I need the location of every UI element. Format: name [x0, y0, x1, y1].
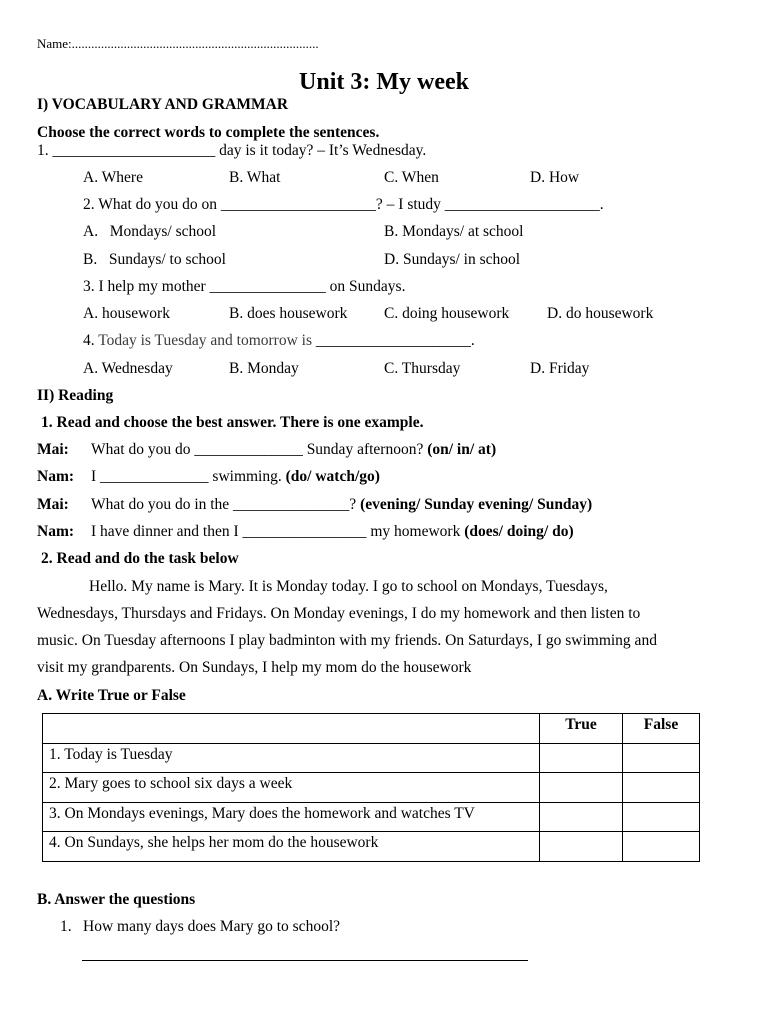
section-heading-vocabulary: I) VOCABULARY AND GRAMMAR — [37, 96, 289, 113]
statement-cell: 2. Mary goes to school six days a week — [43, 773, 540, 803]
dialogue-line — [91, 469, 380, 485]
table-header-statement — [43, 714, 540, 744]
q1-option-b: B. What — [229, 169, 281, 186]
dialogue-hint: (do/ watch/go) — [285, 468, 380, 485]
q1-option-c: C. When — [384, 169, 439, 186]
table-header-false: False — [623, 714, 700, 744]
dialogue-speaker: Nam: — [37, 523, 75, 540]
dialogue-hint: (on/ in/ at) — [427, 441, 497, 458]
page-title: Unit 3: My week — [299, 69, 469, 95]
statement-cell: 4. On Sundays, she helps her mom do the housework — [43, 832, 540, 862]
question-1-stem: 1. _____________________ day is it today? – It’s Wednesday. — [37, 142, 427, 159]
dialogue-speaker: Nam: — [37, 468, 75, 485]
part-b-question-text: How many days does Mary go to school? — [83, 918, 340, 935]
passage-line: visit my grandparents. On Sundays, I help my mom do the housework — [37, 659, 472, 676]
statement-cell: 1. Today is Tuesday — [43, 743, 540, 773]
table-row — [43, 743, 700, 773]
table-row — [43, 802, 700, 832]
name-field-line: Name:............................................................................ — [37, 36, 319, 51]
q2-option-b: B. Mondays/ at school — [384, 223, 524, 240]
true-answer-cell[interactable] — [540, 802, 623, 832]
dialogue-text: What do you do in the _______________? — [91, 496, 357, 513]
part-a-heading: A. Write True or False — [37, 687, 186, 704]
q2-option-c: B. Sundays/ to school — [83, 251, 226, 268]
dialogue-hint: (evening/ Sunday evening/ Sunday) — [360, 496, 593, 513]
q4-text: Today is Tuesday and tomorrow is — [98, 332, 312, 349]
reading-part2-heading: 2. Read and do the task below — [41, 550, 239, 567]
passage-line: music. On Tuesday afternoons I play badminton with my friends. On Saturdays, I go swimming and — [37, 632, 657, 649]
reading-part1-heading: 1. Read and choose the best answer. There is one example. — [41, 414, 424, 431]
q3-option-b: B. does housework — [229, 305, 348, 322]
question-3-stem: 3. I help my mother _______________ on Sundays. — [83, 278, 406, 295]
true-answer-cell[interactable] — [540, 832, 623, 862]
true-answer-cell[interactable] — [540, 773, 623, 803]
false-answer-cell[interactable] — [623, 743, 700, 773]
q1-option-d: D. How — [530, 169, 580, 186]
table-row — [43, 832, 700, 862]
passage-line: Hello. My name is Mary. It is Monday today. I go to school on Mondays, Tuesdays, — [89, 578, 608, 595]
q4-option-d: D. Friday — [530, 360, 590, 377]
dialogue-text: What do you do ______________ Sunday afternoon? — [91, 441, 424, 458]
q4-number: 4. — [83, 332, 95, 349]
table-header-row — [43, 714, 700, 744]
answer-line[interactable] — [82, 960, 528, 961]
question-4-stem — [83, 333, 475, 349]
false-answer-cell[interactable] — [623, 832, 700, 862]
instruction-choose-words: Choose the correct words to complete the sentences. — [37, 124, 380, 141]
table-header-true: True — [540, 714, 623, 744]
q3-option-c: C. doing housework — [384, 305, 510, 322]
statement-cell: 3. On Mondays evenings, Mary does the homework and watches TV — [43, 802, 540, 832]
dialogue-line — [91, 442, 496, 458]
true-answer-cell[interactable] — [540, 743, 623, 773]
passage-line: Wednesdays, Thursdays and Fridays. On Monday evenings, I do my homework and then listen to — [37, 605, 641, 622]
section-heading-reading: II) Reading — [37, 387, 114, 404]
dialogue-text: I have dinner and then I ________________ my homework — [91, 523, 461, 540]
q3-option-a: A. housework — [83, 305, 170, 322]
dialogue-speaker: Mai: — [37, 496, 69, 513]
false-answer-cell[interactable] — [623, 802, 700, 832]
q2-option-a: A. Mondays/ school — [83, 223, 217, 240]
dialogue-hint: (does/ doing/ do) — [464, 523, 574, 540]
q1-option-a: A. Where — [83, 169, 143, 186]
q4-option-a: A. Wednesday — [83, 360, 173, 377]
dialogue-text: I ______________ swimming. — [91, 468, 282, 485]
q4-option-b: B. Monday — [229, 360, 299, 377]
false-answer-cell[interactable] — [623, 773, 700, 803]
q2-option-d: D. Sundays/ in school — [384, 251, 521, 268]
table-row — [43, 773, 700, 803]
part-b-heading: B. Answer the questions — [37, 891, 196, 908]
part-b-question-number: 1. — [60, 918, 72, 935]
q3-option-d: D. do housework — [547, 305, 654, 322]
question-2-stem: 2. What do you do on ____________________? – I study ____________________. — [83, 196, 604, 213]
q4-option-c: C. Thursday — [384, 360, 461, 377]
true-false-table — [42, 713, 700, 862]
dialogue-line — [91, 497, 592, 513]
dialogue-speaker: Mai: — [37, 441, 69, 458]
dialogue-line — [91, 524, 574, 540]
q4-blank: ____________________. — [315, 332, 475, 349]
